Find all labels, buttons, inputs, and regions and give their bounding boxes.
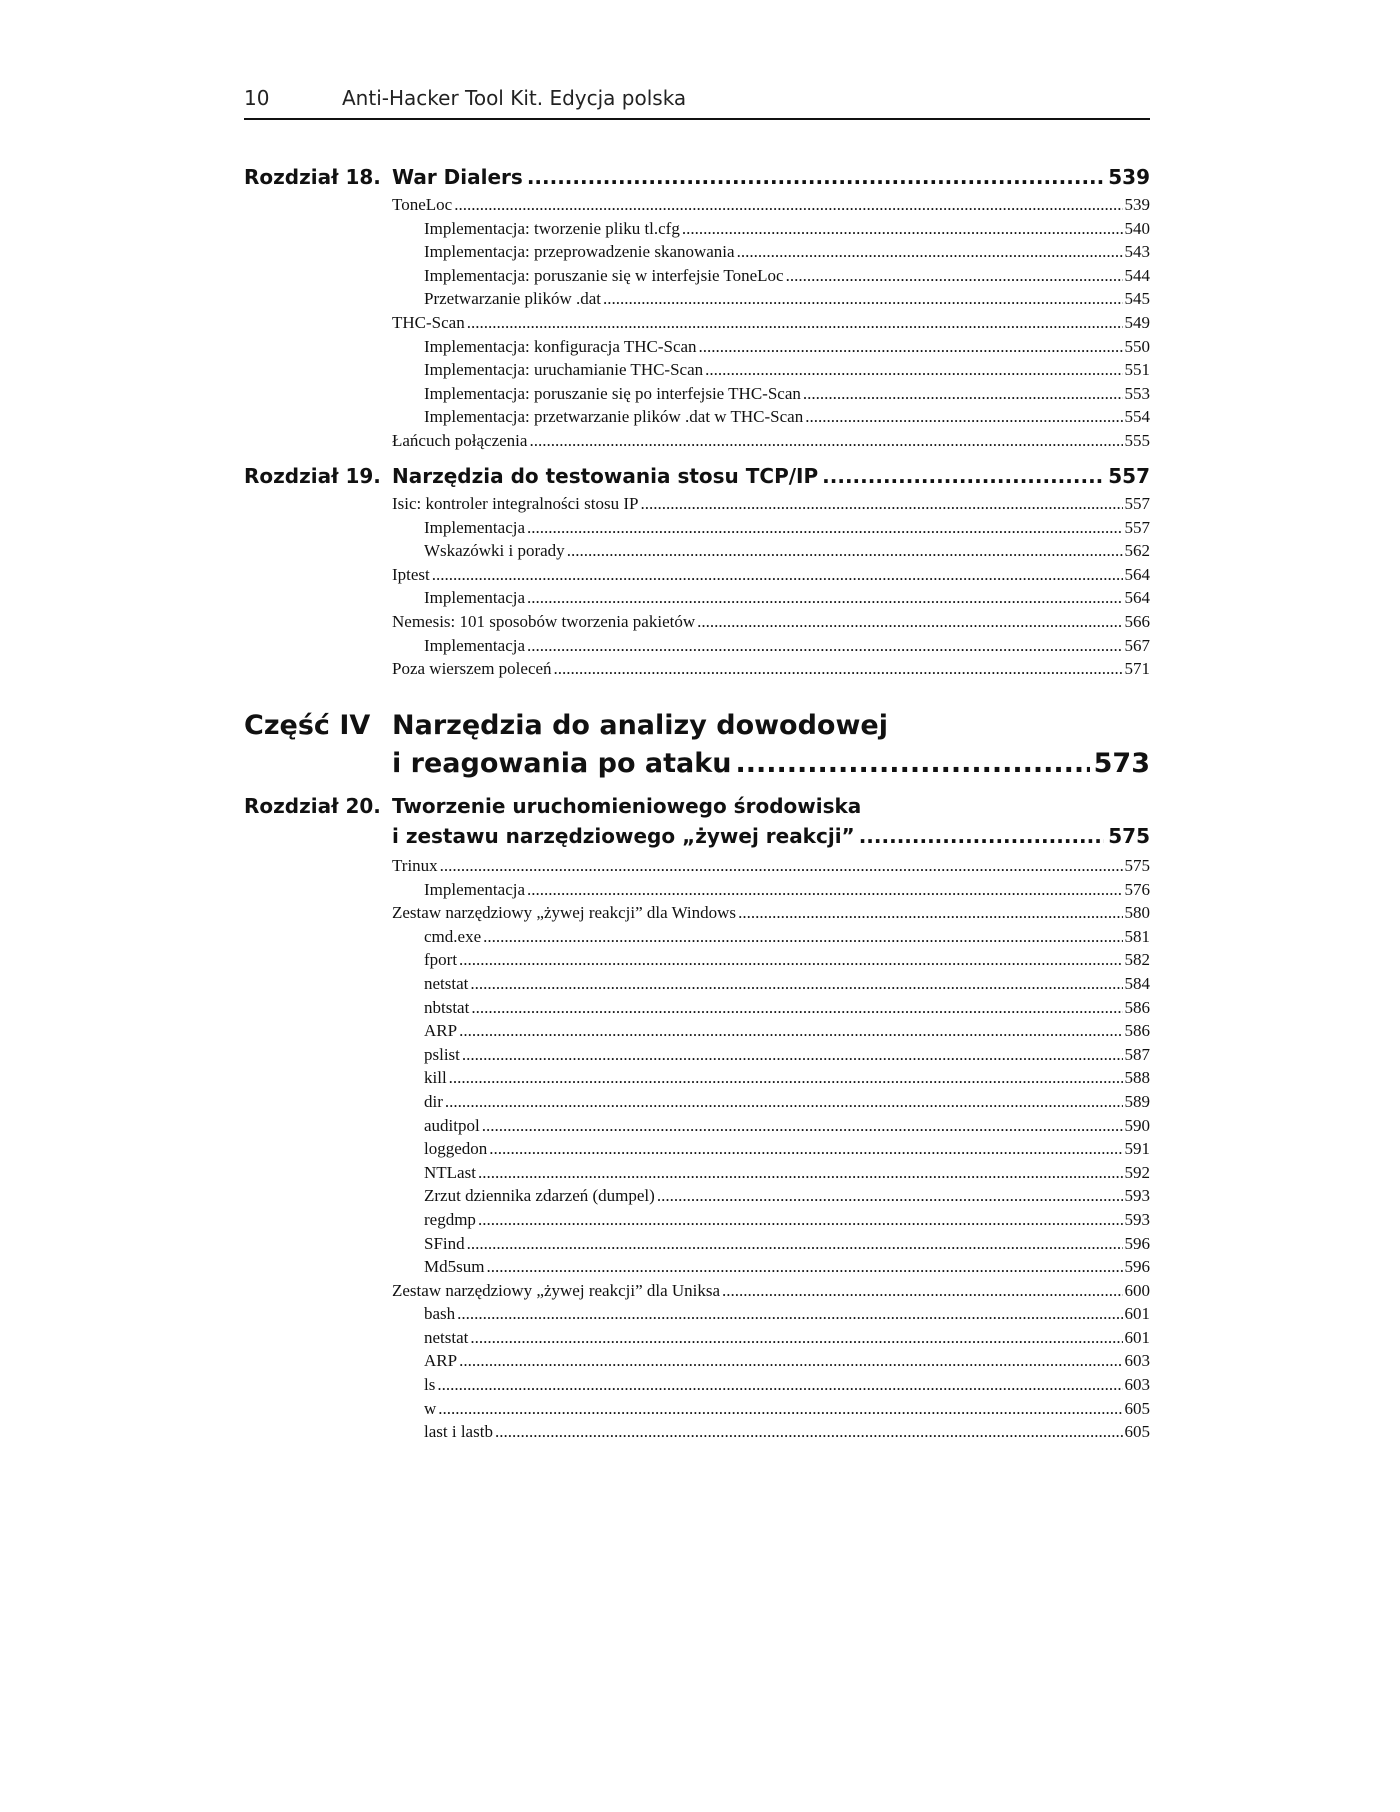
dot-leader	[805, 407, 1122, 431]
toc-entry-title: Implementacja	[424, 635, 526, 655]
running-header	[244, 82, 1150, 120]
dot-leader	[699, 337, 1123, 361]
toc-entry-page: 601	[1124, 1304, 1150, 1324]
dot-leader	[738, 903, 1122, 927]
toc-entry	[424, 1399, 1150, 1423]
toc-entry-page: 596	[1124, 1233, 1150, 1253]
part-4-heading	[244, 710, 1150, 790]
dot-leader	[527, 880, 1122, 904]
toc-entry	[424, 1186, 1150, 1210]
toc-entry-title: kill	[424, 1068, 447, 1088]
chapter-title-line	[392, 464, 1150, 488]
dot-leader	[489, 1139, 1122, 1163]
part-label: Część IV	[244, 710, 371, 741]
dot-leader	[486, 1257, 1122, 1281]
dot-leader	[737, 242, 1123, 266]
toc-entry	[424, 1021, 1150, 1045]
page-number: 10	[244, 86, 270, 110]
toc-entry	[392, 612, 1150, 636]
dot-leader	[527, 636, 1122, 660]
toc-entry-page: 553	[1124, 383, 1150, 403]
toc-entry	[392, 565, 1150, 589]
toc-entry	[424, 1304, 1150, 1328]
dot-leader	[438, 1399, 1122, 1423]
dot-leader	[478, 1210, 1123, 1234]
chapter-title: War Dialers	[392, 165, 523, 189]
toc-entry-page: 571	[1124, 659, 1150, 679]
toc-entry-title: cmd.exe	[424, 926, 482, 946]
chapter-page: 575	[1108, 824, 1150, 848]
toc-entry-title: Implementacja: przeprowadzenie skanowania	[424, 242, 735, 262]
toc-entry-page: 564	[1124, 564, 1150, 584]
toc-entry	[392, 313, 1150, 337]
part-title-continued: i reagowania po ataku	[392, 748, 732, 779]
toc-entry-title: Łańcuch połączenia	[392, 430, 528, 450]
toc-entry	[424, 1210, 1150, 1234]
chapter-heading	[244, 792, 1150, 854]
toc-entry-title: last i lastb	[424, 1422, 493, 1442]
toc-entry-title: ARP	[424, 1021, 458, 1041]
dot-leader	[527, 588, 1122, 612]
toc-entry-page: 603	[1124, 1351, 1150, 1371]
toc-entry-page: 593	[1124, 1209, 1150, 1229]
toc-entry-title: Zestaw narzędziowy „żywej reakcji” dla Windows	[392, 903, 737, 923]
toc-entry-title: Implementacja: tworzenie pliku tl.cfg	[424, 218, 680, 238]
toc-entry	[424, 1068, 1150, 1092]
toc-entry-title: auditpol	[424, 1115, 480, 1135]
dot-leader	[603, 289, 1122, 313]
toc-entry-title: netstat	[424, 973, 469, 993]
toc-entry-page: 576	[1124, 879, 1150, 899]
toc-entry-title: Implementacja: konfiguracja THC-Scan	[424, 336, 697, 356]
dot-leader	[457, 1304, 1122, 1328]
chapter-title-line-2	[392, 824, 1150, 848]
toc-entry-title: Implementacja: przetwarzanie plików .dat w THC-Scan	[424, 407, 804, 427]
toc-entry-title: THC-Scan	[392, 312, 465, 332]
dot-leader	[495, 1422, 1123, 1446]
toc-entry-page: 587	[1124, 1044, 1150, 1064]
chapter-title-line	[392, 165, 1150, 189]
dot-leader	[478, 1163, 1123, 1187]
toc-entry-page: 586	[1124, 997, 1150, 1017]
toc-entry-title: Md5sum	[424, 1257, 485, 1277]
toc-entry	[424, 1351, 1150, 1375]
dot-leader	[697, 612, 1122, 636]
toc-entry-page: 557	[1124, 494, 1150, 513]
toc-entry-title: Zestaw narzędziowy „żywej reakcji” dla Uniksa	[392, 1280, 721, 1300]
dot-leader	[529, 431, 1122, 455]
toc-entry	[424, 407, 1150, 431]
toc-entry-title: Implementacja	[424, 879, 526, 899]
toc-entry	[424, 360, 1150, 384]
toc-entries	[244, 195, 1150, 455]
toc-entry-page: 605	[1124, 1398, 1150, 1418]
toc-entry-title: Zrzut dziennika zdarzeń (dumpel)	[424, 1186, 655, 1206]
toc-entry	[424, 1257, 1150, 1281]
toc-entry	[424, 384, 1150, 408]
toc-entry-title: ARP	[424, 1351, 458, 1371]
toc-entry	[424, 927, 1150, 951]
toc-entry	[424, 1116, 1150, 1140]
toc-entry-title: loggedon	[424, 1139, 488, 1159]
dot-leader	[527, 165, 1104, 189]
toc-entry	[424, 1422, 1150, 1446]
toc-entry-title: bash	[424, 1304, 456, 1324]
part-title-line-2	[392, 748, 1150, 779]
toc-entry-title: NTLast	[424, 1162, 476, 1182]
toc-entry	[392, 903, 1150, 927]
toc-entry	[424, 266, 1150, 290]
chapter-title-continued: i zestawu narzędziowego „żywej reakcji”	[392, 824, 855, 848]
dot-leader	[786, 266, 1123, 290]
toc-entry-page: 590	[1124, 1115, 1150, 1135]
toc-entry-title: Poza wierszem poleceń	[392, 659, 552, 679]
toc-entry-page: 562	[1124, 541, 1150, 561]
chapter-title: Narzędzia do testowania stosu TCP/IP	[392, 464, 819, 488]
dot-leader	[432, 565, 1123, 589]
toc-entry-title: Trinux	[392, 856, 438, 875]
toc-entry-page: 596	[1124, 1257, 1150, 1277]
toc-entry-title: regdmp	[424, 1209, 476, 1229]
dot-leader	[445, 1092, 1123, 1116]
toc-entry-page: 549	[1124, 312, 1150, 332]
toc-entry	[392, 1281, 1150, 1305]
toc-entry-title: Wskazówki i porady	[424, 541, 565, 561]
dot-leader	[705, 360, 1122, 384]
toc-entries	[244, 856, 1150, 1446]
dot-leader	[470, 1328, 1122, 1352]
dot-leader	[454, 195, 1122, 219]
chapter-label: Rozdział 19.	[244, 464, 381, 488]
toc-entry-title: Nemesis: 101 sposobów tworzenia pakietów	[392, 611, 696, 631]
toc-entry-title: pslist	[424, 1044, 460, 1064]
dot-leader	[483, 927, 1122, 951]
toc-entry-page: 544	[1124, 265, 1150, 285]
toc-entry-page: 539	[1124, 195, 1150, 214]
dot-leader	[459, 950, 1122, 974]
dot-leader	[471, 998, 1122, 1022]
toc-entry-title: Implementacja	[424, 588, 526, 608]
chapter-label: Rozdział 18.	[244, 165, 381, 189]
toc-entry-page: 593	[1124, 1186, 1150, 1206]
toc-entry	[424, 1375, 1150, 1399]
toc-entry-page: 545	[1124, 289, 1150, 309]
toc-entry-page: 589	[1124, 1091, 1150, 1111]
toc-entry	[392, 431, 1150, 455]
dot-leader	[640, 494, 1122, 518]
toc-entry	[424, 1139, 1150, 1163]
toc-entry-page: 555	[1124, 430, 1150, 450]
toc-entries	[244, 494, 1150, 683]
dot-leader	[554, 659, 1123, 683]
toc-entry-page: 566	[1124, 611, 1150, 631]
chapter-heading	[244, 462, 1150, 492]
toc-entry-page: 550	[1124, 336, 1150, 356]
part-title-line-1: Narzędzia do analizy dowodowej	[392, 710, 888, 741]
chapter-heading	[244, 163, 1150, 193]
toc-entry-page: 582	[1124, 950, 1150, 970]
toc-entry	[424, 880, 1150, 904]
toc-entry	[392, 659, 1150, 683]
chapter-19	[244, 462, 1150, 683]
toc-entry-page: 540	[1124, 218, 1150, 238]
toc-entry-title: Przetwarzanie plików .dat	[424, 289, 602, 309]
book-title: Anti-Hacker Tool Kit. Edycja polska	[342, 86, 687, 110]
dot-leader	[462, 1045, 1123, 1069]
chapter-page: 539	[1108, 165, 1150, 189]
toc-entry	[424, 337, 1150, 361]
dot-leader	[722, 1281, 1122, 1305]
dot-leader	[822, 464, 1104, 488]
toc-entry-title: Isic: kontroler integralności stosu IP	[392, 494, 639, 513]
dot-leader	[459, 1351, 1122, 1375]
toc-entry-page: 543	[1124, 242, 1150, 262]
chapter-page: 557	[1108, 464, 1150, 488]
toc-entry-page: 592	[1124, 1162, 1150, 1182]
toc-entry	[424, 950, 1150, 974]
toc-entry-title: Implementacja: poruszanie się po interfejsie THC-Scan	[424, 383, 801, 403]
dot-leader	[567, 541, 1123, 565]
toc-entry	[424, 1092, 1150, 1116]
toc-entry-title: w	[424, 1398, 437, 1418]
toc-entry	[424, 636, 1150, 660]
toc-entry	[424, 1045, 1150, 1069]
chapter-label: Rozdział 20.	[244, 794, 381, 818]
toc-entry	[424, 518, 1150, 542]
toc-entry	[392, 494, 1150, 518]
toc-entry-page: 600	[1124, 1280, 1150, 1300]
toc-entry-title: netstat	[424, 1327, 469, 1347]
toc-entry	[424, 541, 1150, 565]
toc-entry	[392, 856, 1150, 880]
toc-entry-title: fport	[424, 950, 458, 970]
toc-entry	[424, 1328, 1150, 1352]
dot-leader	[657, 1186, 1123, 1210]
dot-leader	[440, 856, 1123, 880]
toc-entry-title: ls	[424, 1375, 436, 1395]
dot-leader	[859, 824, 1105, 848]
dot-leader	[449, 1068, 1123, 1092]
chapter-18	[244, 163, 1150, 455]
toc-entry-page: 584	[1124, 973, 1150, 993]
toc-entry	[424, 998, 1150, 1022]
toc-entry-page: 557	[1124, 517, 1150, 537]
toc-entry	[424, 1163, 1150, 1187]
toc-entry-title: SFind	[424, 1233, 465, 1253]
toc-entry-page: 601	[1124, 1327, 1150, 1347]
dot-leader	[527, 518, 1122, 542]
dot-leader	[482, 1116, 1123, 1140]
toc-entry	[392, 195, 1150, 219]
toc-entry-title: Iptest	[392, 564, 430, 584]
dot-leader	[470, 974, 1122, 998]
toc-entry-title: Implementacja: poruszanie się w interfejsie ToneLoc	[424, 265, 784, 285]
toc-entry	[424, 219, 1150, 243]
toc-entry-title: Implementacja: uruchamianie THC-Scan	[424, 360, 704, 380]
toc-entry-title: dir	[424, 1091, 443, 1111]
dot-leader	[467, 313, 1123, 337]
toc-entry-page: 591	[1124, 1139, 1150, 1159]
dot-leader	[682, 219, 1123, 243]
toc-entry-page: 580	[1124, 903, 1150, 923]
toc-entry-page: 605	[1124, 1422, 1150, 1442]
chapter-title-line-1: Tworzenie uruchomieniowego środowiska	[392, 794, 862, 818]
dot-leader	[437, 1375, 1122, 1399]
toc-entry	[424, 974, 1150, 998]
toc-entry-title: nbtstat	[424, 997, 470, 1017]
toc-entry-page: 586	[1124, 1021, 1150, 1041]
toc-entry-page: 603	[1124, 1375, 1150, 1395]
toc-entry	[424, 588, 1150, 612]
toc-entry-page: 551	[1124, 360, 1150, 380]
toc-entry	[424, 242, 1150, 266]
dot-leader	[735, 748, 1089, 779]
dot-leader	[459, 1021, 1122, 1045]
dot-leader	[803, 384, 1123, 408]
toc-entry-page: 564	[1124, 588, 1150, 608]
toc-entry-title: ToneLoc	[392, 195, 453, 214]
toc-entry-page: 581	[1124, 926, 1150, 946]
toc-entry	[424, 289, 1150, 313]
toc-entry-page: 588	[1124, 1068, 1150, 1088]
toc-entry-page: 554	[1124, 407, 1150, 427]
dot-leader	[467, 1234, 1123, 1258]
part-page: 573	[1093, 748, 1150, 779]
toc-entry-page: 575	[1124, 856, 1150, 875]
chapter-20	[244, 792, 1150, 1446]
toc-entry-title: Implementacja	[424, 517, 526, 537]
toc-entry	[424, 1234, 1150, 1258]
toc-entry-page: 567	[1124, 635, 1150, 655]
